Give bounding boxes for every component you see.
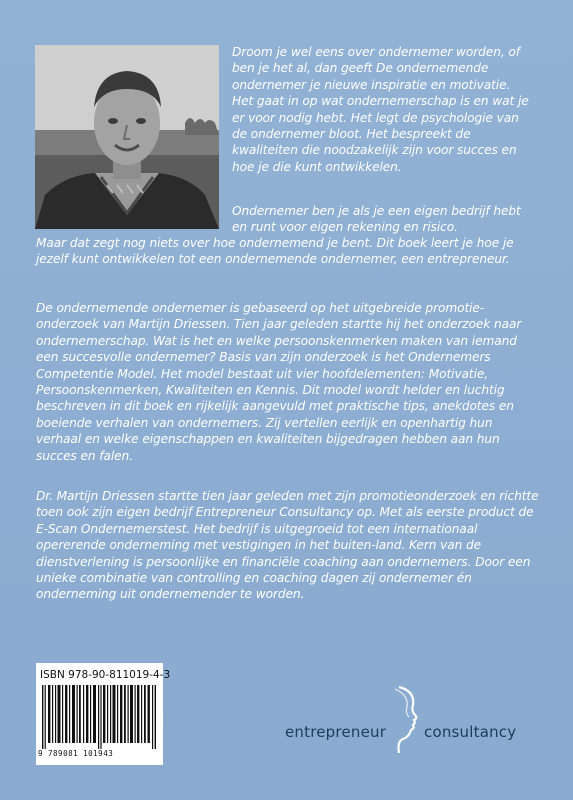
author-bio-paragraph: Dr. Martijn Driessen startte tien jaar geleden met zijn promotieonderzoek en richtte toen ook zijn eigen bedrijf Entrepreneur Consultancy op. Met als eerste product de E-Scan Ondernemerstest. Het bedrijf is uitgegroeid tot een internationaal opererende onderneming met vestigingen in het buiten-land. Kern van de dienstverlening is persoonlijke en financiële coaching aan ondernemers. Door een unieke combinatie van controlling en coaching dagen zij ondernemer én onderneming uit ondernemender te worden. bbox=[36, 489, 539, 602]
logo-text-consultancy: consultancy bbox=[424, 723, 517, 741]
barcode-icon bbox=[42, 685, 158, 749]
intro-paragraph: Droom je wel eens over ondernemer worden, of ben je het al, dan geeft De ondernemende ondernemer je nieuwe inspiratie en motivatie. Het gaat in op wat ondernemerschap is en wat je er voor nodig hebt. Het legt de psychologie van de ondernemer bloot. Het bespreekt de kwaliteiten die noodzakelijk zijn voor succes en hoe je die kunt ontwikkelen. bbox=[232, 45, 529, 174]
research-paragraph: De ondernemende ondernemer is gebaseerd op het uitgebreide promotie-onderzoek van Martijn Driessen. Tien jaar geleden startte hij het onderzoek naar ondernemerschap. Wat is het en welke persoonskenmerken maken van iemand een succesvolle ondernemer? Basis van zijn onderzoek is het Ondernemers Competentie Model. Het model bestaat uit vier hoofdelementen: Motivatie, Persoonskenmerken, Kwaliteiten en Kennis. Dit model wordt helder en luchtig beschreven in dit boek en rijkelijk aangevuld met praktische tips, anekdotes en boeiende verhalen van ondernemers. Zij vertellen eerlijk en openhartig hun verhaal en welke eigenschappen en kwaliteiten bijgedragen hebben aan hun succes en falen. bbox=[36, 301, 522, 463]
profile-silhouette-icon bbox=[385, 685, 425, 755]
definition-paragraph-start: Ondernemer ben je als je een eigen bedrijf hebt en runt voor eigen rekening en risico. bbox=[232, 204, 521, 235]
author-portrait-image bbox=[35, 45, 219, 229]
publisher-logo bbox=[285, 685, 535, 755]
isbn-label: ISBN 978-90-811019-4-3 bbox=[40, 669, 171, 681]
barcode-block bbox=[36, 663, 171, 765]
definition-paragraph-end: Maar dat zegt nog niets over hoe ondernemend je bent. Dit boek leert je hoe je jezelf kunt ontwikkelen tot een ondernemende ondernemer, een entrepreneur. bbox=[36, 236, 514, 267]
author-photo bbox=[35, 45, 219, 229]
logo-text-entrepreneur: entrepreneur bbox=[285, 723, 387, 741]
barcode-digits: 9 789081 101943 bbox=[38, 749, 114, 758]
